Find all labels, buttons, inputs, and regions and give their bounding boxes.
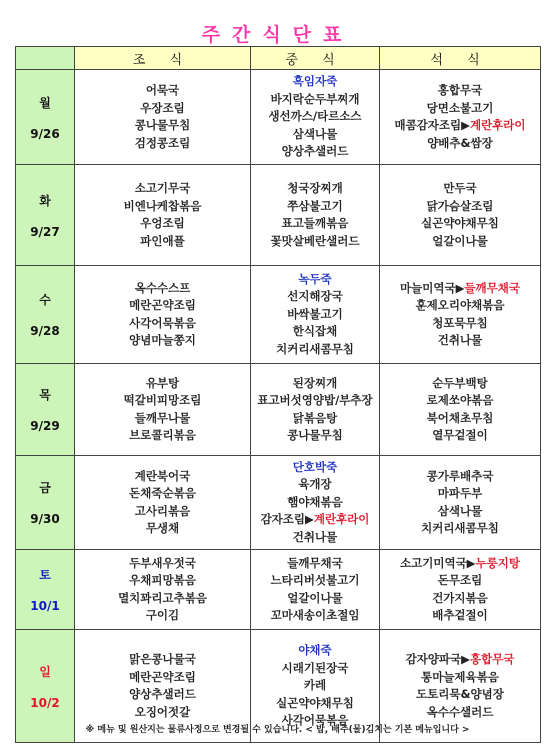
date-label: 9/27 xyxy=(30,224,60,239)
menu-item: 배추겉절이 xyxy=(432,608,488,622)
menu-item: 꼬마새송이초절임 xyxy=(270,608,360,622)
menu-item: 삼색나물 xyxy=(292,126,338,141)
menu-item-alt-text: 계란후라이 xyxy=(313,512,370,527)
day-label: 일 xyxy=(39,664,51,679)
menu-item: 꽃맛살베란샐러드 xyxy=(270,233,360,248)
menu-item: 멸치꽈리고추볶음 xyxy=(118,590,207,605)
menu-item: 순두부백탕 xyxy=(432,375,488,390)
menu-item: 메란곤약조림 xyxy=(129,669,196,684)
menu-item: 쭈삼불고기 xyxy=(287,198,343,213)
menu-item-text: 흑임자죽 xyxy=(292,74,338,89)
breakfast-cell xyxy=(75,266,251,364)
menu-item: 브로콜리볶음 xyxy=(129,428,196,442)
day-label: 월 xyxy=(39,95,51,110)
menu-item: 어묵국 xyxy=(145,83,180,97)
menu-item: 건가지볶음 xyxy=(432,590,488,605)
date-label: 10/1 xyxy=(30,599,60,613)
menu-item: 생선까스/타르소스 xyxy=(268,109,362,124)
menu-item: 얼갈이나물 xyxy=(432,233,488,248)
menu-item-alt-text: 계란후라이 xyxy=(469,118,526,132)
menu-item: 카레 xyxy=(303,678,327,693)
menu-item-alt-text: 들깨무채국 xyxy=(464,280,520,295)
menu-item: 치커리새콤무침 xyxy=(421,521,499,535)
menu-item: 옥수수샐러드 xyxy=(426,704,494,719)
menu-item: 닭볶음탕 xyxy=(292,410,338,425)
menu-item-alt-text: 누룽지탕 xyxy=(475,555,520,570)
day-row xyxy=(16,70,541,165)
menu-item: 시래기된장국 xyxy=(281,660,349,675)
day-label: 수 xyxy=(39,293,51,307)
dinner-cell xyxy=(380,70,541,165)
breakfast-cell xyxy=(75,165,251,266)
menu-item-text: 야채죽 xyxy=(298,643,332,658)
menu-item: 메란곤약조림 xyxy=(129,298,196,312)
menu-item: 느타리버섯불고기 xyxy=(270,573,360,587)
header-lunch: 중 식 xyxy=(251,47,380,70)
day-row xyxy=(16,456,541,550)
menu-item: 사각어묵볶음 xyxy=(129,315,196,330)
menu-item: 들깨무나물 xyxy=(134,410,191,425)
menu-item: 건취나물 xyxy=(437,333,483,347)
footer-note: ※ 메뉴 및 원산지는 물류사정으로 변경될 수 있습니다. < 밥, 배추(물)김치는 기본 메뉴입니다 > xyxy=(85,725,470,735)
menu-item: 맑은콩나물국 xyxy=(129,652,196,666)
dinner-cell xyxy=(380,364,541,456)
menu-item: 우채피망볶음 xyxy=(129,573,196,587)
breakfast-cell xyxy=(75,364,251,456)
day-cell xyxy=(16,550,75,630)
menu-item xyxy=(380,555,540,573)
menu-item: 계란북어국 xyxy=(134,468,191,483)
menu-item-text: 소고기미역국▶ xyxy=(400,555,476,570)
menu-item: 파인애플 xyxy=(140,233,185,248)
menu-item: 북어채초무침 xyxy=(426,410,494,425)
menu-item: 바싹불고기 xyxy=(287,306,343,321)
menu-item xyxy=(251,73,379,91)
menu-item: 두부새우젓국 xyxy=(129,555,196,570)
menu-item: 유부탕 xyxy=(145,375,180,390)
menu-item: 바지락순두부찌개 xyxy=(270,91,360,106)
menu-item: 우장조림 xyxy=(140,100,185,115)
day-label: 금 xyxy=(39,481,51,495)
menu-item: 우엉조림 xyxy=(140,216,185,230)
menu-item: 콩가루배추국 xyxy=(426,468,494,483)
menu-item: 건취나물 xyxy=(292,529,338,544)
menu-item-text: 감자조림▶ xyxy=(260,512,314,527)
menu-item: 얼갈이나물 xyxy=(287,590,343,605)
menu-item: 청국장찌개 xyxy=(287,181,343,195)
menu-item: 청포묵무침 xyxy=(432,315,488,330)
menu-item: 사각어묵볶음 xyxy=(281,713,349,728)
date-label: 9/30 xyxy=(30,512,60,526)
menu-item: 훈제오리야채볶음 xyxy=(415,298,505,312)
menu-item: 치커리새콤무침 xyxy=(276,341,354,356)
menu-item: 통마늘제육볶음 xyxy=(421,669,499,684)
menu-item: 육개장 xyxy=(298,477,332,492)
dinner-cell xyxy=(380,266,541,364)
day-cell xyxy=(16,70,75,165)
date-label: 9/26 xyxy=(30,126,60,141)
menu-item: 도토리묵&양념장 xyxy=(416,687,504,701)
menu-item-alt-text: 홍합무국 xyxy=(469,652,515,666)
menu-item xyxy=(380,117,540,135)
breakfast-cell xyxy=(75,70,251,165)
breakfast-cell xyxy=(75,550,251,630)
menu-item xyxy=(251,271,379,289)
menu-item: 옥수수스프 xyxy=(134,280,191,295)
date-label: 9/29 xyxy=(30,419,60,433)
date-label: 9/28 xyxy=(30,324,60,338)
menu-item: 양배추&쌈장 xyxy=(427,135,493,150)
menu-item: 표고버섯영양밥/부추장 xyxy=(257,393,373,407)
day-row xyxy=(16,550,541,630)
menu-item-text: 감자양파국▶ xyxy=(405,652,470,666)
menu-item xyxy=(380,280,540,298)
menu-item: 콩나물무침 xyxy=(287,428,343,442)
menu-item: 돈채죽순볶음 xyxy=(129,486,196,500)
menu-item: 떡갈비피망조림 xyxy=(123,393,202,407)
menu-item: 돈무조림 xyxy=(437,573,483,587)
menu-item xyxy=(251,511,379,529)
lunch-cell xyxy=(251,70,380,165)
menu-item: 햄야채볶음 xyxy=(287,494,343,509)
day-cell xyxy=(16,364,75,456)
lunch-cell xyxy=(251,456,380,550)
menu-item: 열무겉절이 xyxy=(432,428,488,442)
menu-item: 콩나물무침 xyxy=(134,118,191,132)
menu-item: 양상추샐러드 xyxy=(129,687,196,701)
menu-item: 한식잡채 xyxy=(292,324,338,339)
day-row xyxy=(16,266,541,364)
menu-item: 당면소불고기 xyxy=(426,100,494,115)
menu-item: 닭가슴살조림 xyxy=(426,198,494,213)
menu-item: 양념마늘쫑지 xyxy=(129,333,196,347)
menu-item-text: 매콤감자조림▶ xyxy=(394,118,470,132)
day-row xyxy=(16,165,541,266)
menu-item: 비엔나케찹볶음 xyxy=(123,198,202,213)
menu-item: 무생채 xyxy=(145,521,180,535)
menu-item: 삼색나물 xyxy=(437,503,483,518)
day-cell xyxy=(16,165,75,266)
menu-item: 실곤약야채무침 xyxy=(421,216,499,230)
header-corner xyxy=(16,47,75,70)
lunch-cell xyxy=(251,364,380,456)
day-cell xyxy=(16,266,75,364)
menu-item: 검정콩조림 xyxy=(134,135,191,150)
menu-item-text: 단호박죽 xyxy=(292,459,338,474)
menu-item xyxy=(380,651,540,669)
lunch-cell xyxy=(251,266,380,364)
menu-item: 들깨무채국 xyxy=(287,555,343,570)
menu-body xyxy=(16,70,541,743)
menu-item: 오징어젓갈 xyxy=(134,704,191,719)
header-row xyxy=(16,47,541,70)
menu-table xyxy=(15,46,541,743)
menu-item: 마파두부 xyxy=(437,486,483,500)
menu-item-text: 마늘미역국▶ xyxy=(400,280,465,295)
menu-item: 선지해장국 xyxy=(287,289,343,304)
menu-item: 표고들깨볶음 xyxy=(281,216,349,230)
menu-item: 된장찌개 xyxy=(292,375,338,390)
menu-item xyxy=(251,459,379,477)
menu-item: 소고기무국 xyxy=(134,181,191,195)
day-label: 토 xyxy=(39,568,51,582)
menu-item: 로제쏘야볶음 xyxy=(426,393,494,407)
menu-item: 고사리볶음 xyxy=(134,503,191,518)
lunch-cell xyxy=(251,550,380,630)
lunch-cell xyxy=(251,165,380,266)
menu-item xyxy=(251,642,379,660)
menu-item: 만두국 xyxy=(443,181,477,195)
day-row xyxy=(16,364,541,456)
header-breakfast: 조 식 xyxy=(75,47,251,70)
menu-item-text: 녹두죽 xyxy=(298,271,332,286)
header-dinner: 석 식 xyxy=(380,47,541,70)
menu-item: 실곤약야채무침 xyxy=(276,695,354,710)
day-label: 목 xyxy=(39,388,51,402)
menu-item: 홍합무국 xyxy=(437,83,483,97)
day-cell xyxy=(16,456,75,550)
breakfast-cell xyxy=(75,456,251,550)
dinner-cell xyxy=(380,456,541,550)
menu-item: 구이김 xyxy=(145,608,180,622)
dinner-cell xyxy=(380,550,541,630)
dinner-cell xyxy=(380,165,541,266)
page-title: 주간식단표 xyxy=(201,24,354,46)
menu-item: 양상추샐러드 xyxy=(281,144,349,159)
date-label: 10/2 xyxy=(30,695,60,710)
day-label: 화 xyxy=(39,193,51,208)
